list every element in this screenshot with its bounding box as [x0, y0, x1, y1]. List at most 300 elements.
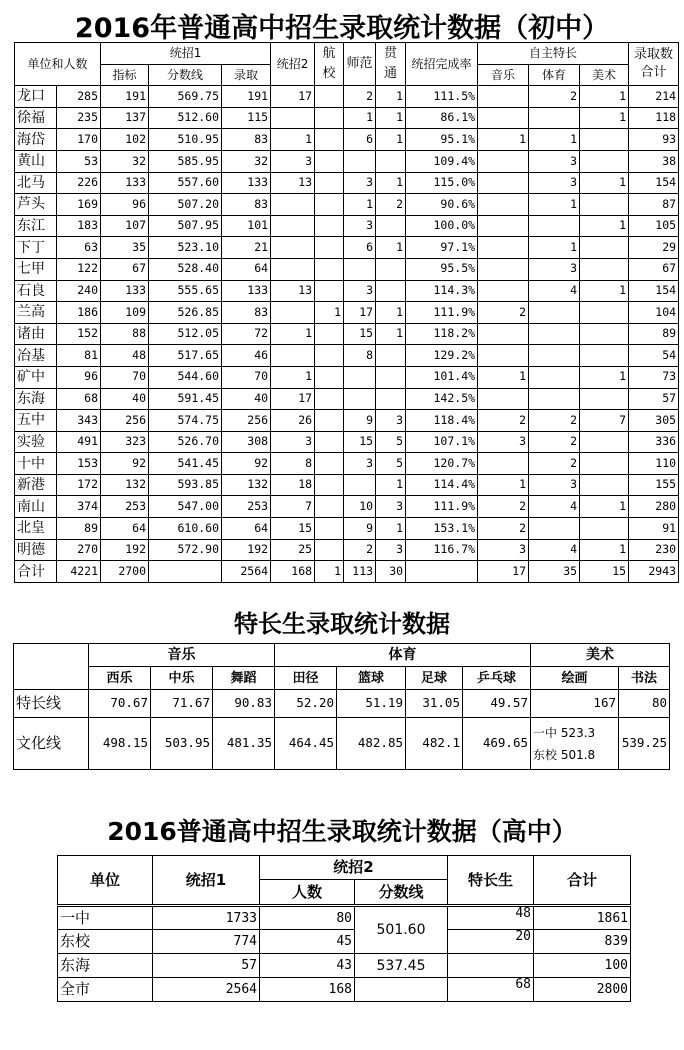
count-cell: 168: [260, 978, 355, 1002]
value-cell: 507.95: [149, 215, 222, 237]
value-cell: 64: [101, 518, 149, 540]
count-header: 人数: [260, 880, 355, 906]
value-cell: 610.60: [149, 518, 222, 540]
value-cell: 3: [344, 172, 376, 194]
value-cell: 526.70: [149, 431, 222, 453]
shifan-header: 师范: [344, 43, 376, 86]
value-cell: 3: [478, 539, 529, 561]
value-cell: 67: [629, 258, 679, 280]
value-cell: 3: [529, 258, 580, 280]
value-cell: 104: [629, 302, 679, 324]
value-cell: 3: [376, 496, 406, 518]
value-cell: 1: [580, 107, 629, 129]
unit-name-cell: 黄山: [15, 150, 57, 172]
value-cell: [580, 258, 629, 280]
value-cell: 186: [57, 302, 101, 324]
value-cell: 1: [529, 129, 580, 151]
value-cell: [478, 453, 529, 475]
value-cell: [580, 129, 629, 151]
value-cell: 70: [222, 366, 271, 388]
value-cell: [580, 237, 629, 259]
value-cell: 1: [580, 280, 629, 302]
special-cell: 68: [448, 978, 534, 1002]
value-cell: [315, 129, 344, 151]
value-cell: [529, 366, 580, 388]
value-cell: 1: [376, 237, 406, 259]
unit-name-cell: 兰高: [15, 302, 57, 324]
value-cell: 481.35: [213, 718, 275, 770]
table-row: [15, 431, 679, 453]
value-cell: 308: [222, 431, 271, 453]
value-cell: [271, 302, 315, 324]
value-cell: [529, 388, 580, 410]
value-cell: 1: [376, 86, 406, 108]
value-cell: 71.67: [151, 690, 213, 718]
value-cell: 49.57: [463, 690, 531, 718]
value-cell: 1: [580, 215, 629, 237]
value-cell: 133: [101, 280, 149, 302]
value-cell: [315, 215, 344, 237]
value-cell: 89: [629, 323, 679, 345]
value-cell: 253: [222, 496, 271, 518]
value-cell: [529, 107, 580, 129]
value-cell: 1: [271, 366, 315, 388]
value-cell: 3: [344, 453, 376, 475]
value-cell: [376, 280, 406, 302]
value-cell: 90.6%: [406, 194, 478, 216]
value-cell: 25: [271, 539, 315, 561]
value-cell: [376, 388, 406, 410]
value-cell: 109: [101, 302, 149, 324]
value-cell: 526.85: [149, 302, 222, 324]
value-cell: 230: [629, 539, 679, 561]
value-cell: 510.95: [149, 129, 222, 151]
value-cell: 133: [222, 280, 271, 302]
value-cell: 235: [57, 107, 101, 129]
value-cell: [315, 518, 344, 540]
value-cell: 80: [619, 690, 670, 718]
value-cell: 95.1%: [406, 129, 478, 151]
value-cell: 91: [629, 518, 679, 540]
value-cell: 1: [315, 561, 344, 583]
value-cell: 3: [344, 215, 376, 237]
value-cell: [529, 518, 580, 540]
count-cell: 43: [260, 954, 355, 978]
value-cell: 17: [271, 388, 315, 410]
total-cell: 839: [534, 930, 631, 954]
value-cell: [315, 539, 344, 561]
tongzhao2-header: 统招2: [271, 43, 315, 86]
value-cell: 305: [629, 410, 679, 432]
value-cell: 168: [271, 561, 315, 583]
value-cell: 111.5%: [406, 86, 478, 108]
value-cell: 92: [222, 453, 271, 475]
unit-name-cell: 实验: [15, 431, 57, 453]
row-label-special-line: 特长线: [14, 690, 89, 718]
count-cell: 80: [260, 906, 355, 930]
value-cell: [478, 323, 529, 345]
value-cell: 2: [529, 453, 580, 475]
value-cell: 4221: [57, 561, 101, 583]
total-header: 录取数合计: [629, 43, 679, 86]
row-name: 全市: [58, 978, 153, 1002]
value-cell: 40: [222, 388, 271, 410]
value-cell: 2: [529, 86, 580, 108]
value-cell: 569.75: [149, 86, 222, 108]
value-cell: [315, 150, 344, 172]
value-cell: [580, 474, 629, 496]
value-cell: 101: [222, 215, 271, 237]
value-cell: [315, 388, 344, 410]
value-cell: 21: [222, 237, 271, 259]
value-cell: [315, 410, 344, 432]
value-cell: 142.5%: [406, 388, 478, 410]
value-cell: 2: [478, 518, 529, 540]
unit-name-cell: 矿中: [15, 366, 57, 388]
value-cell: [529, 302, 580, 324]
value-cell: 503.95: [151, 718, 213, 770]
value-cell: [271, 215, 315, 237]
table-row: [15, 388, 679, 410]
row-label-culture-line: 文化线: [14, 718, 89, 770]
value-cell: [315, 366, 344, 388]
value-cell: 1: [478, 129, 529, 151]
value-cell: 35: [101, 237, 149, 259]
value-cell: 57: [629, 388, 679, 410]
value-cell: 1: [271, 129, 315, 151]
table-row: [15, 150, 679, 172]
value-cell: 591.45: [149, 388, 222, 410]
value-cell: [271, 258, 315, 280]
value-cell: 3: [271, 150, 315, 172]
value-cell: 110: [629, 453, 679, 475]
unit-name-cell: 石良: [15, 280, 57, 302]
value-cell: 593.85: [149, 474, 222, 496]
value-cell: 336: [629, 431, 679, 453]
special-admission-table: [13, 643, 670, 770]
value-cell: [149, 561, 222, 583]
value-cell: 343: [57, 410, 101, 432]
value-cell: 155: [629, 474, 679, 496]
count-cell: 45: [260, 930, 355, 954]
value-cell: 4: [529, 539, 580, 561]
unit-name-cell: 明德: [15, 539, 57, 561]
value-cell: 107.1%: [406, 431, 478, 453]
value-cell: 53: [57, 150, 101, 172]
sub-header: 绘画: [531, 667, 619, 690]
value-cell: 1: [376, 129, 406, 151]
value-cell: [315, 345, 344, 367]
value-cell: 72: [222, 323, 271, 345]
value-cell: 83: [222, 302, 271, 324]
value-cell: 81: [57, 345, 101, 367]
value-cell: 226: [57, 172, 101, 194]
value-cell: 109.4%: [406, 150, 478, 172]
unit-name-cell: 诸由: [15, 323, 57, 345]
tz1-cell: 2564: [153, 978, 260, 1002]
value-cell: 1: [376, 323, 406, 345]
value-cell: 539.25: [619, 718, 670, 770]
value-cell: 256: [101, 410, 149, 432]
tongzhao1-header: 统招1: [101, 43, 271, 65]
value-cell: 4: [529, 280, 580, 302]
value-cell: 70.67: [89, 690, 151, 718]
row-name: 东海: [58, 954, 153, 978]
table-row: [15, 453, 679, 475]
value-cell: 574.75: [149, 410, 222, 432]
table-row: [15, 194, 679, 216]
value-cell: 2943: [629, 561, 679, 583]
value-cell: 17: [344, 302, 376, 324]
unit-name-cell: 五中: [15, 410, 57, 432]
value-cell: 105: [629, 215, 679, 237]
value-cell: [580, 431, 629, 453]
value-cell: 114.3%: [406, 280, 478, 302]
music-header: 音乐: [478, 64, 529, 86]
value-cell: 192: [101, 539, 149, 561]
value-cell: 118: [629, 107, 679, 129]
value-cell: 90.83: [213, 690, 275, 718]
value-cell: 73: [629, 366, 679, 388]
table-row: [15, 237, 679, 259]
value-cell: 270: [57, 539, 101, 561]
value-cell: 15: [580, 561, 629, 583]
value-cell: 2564: [222, 561, 271, 583]
value-cell: 132: [101, 474, 149, 496]
value-cell: 253: [101, 496, 149, 518]
value-cell: [315, 237, 344, 259]
value-cell: [271, 345, 315, 367]
unit-name-cell: 东江: [15, 215, 57, 237]
unit-name-cell: 北皇: [15, 518, 57, 540]
value-cell: 68: [57, 388, 101, 410]
row-name: 一中: [58, 906, 153, 930]
value-cell: [580, 345, 629, 367]
value-cell: 464.45: [275, 718, 337, 770]
value-cell: 35: [529, 561, 580, 583]
junior-table-body: [15, 86, 679, 583]
value-cell: 154: [629, 172, 679, 194]
value-cell: 152: [57, 323, 101, 345]
value-cell: 1: [315, 302, 344, 324]
table-row: [15, 496, 679, 518]
special-cell: [448, 954, 534, 978]
unit-name-cell: 芦头: [15, 194, 57, 216]
value-cell: 374: [57, 496, 101, 518]
value-cell: 170: [57, 129, 101, 151]
table-row: [15, 302, 679, 324]
value-cell: 89: [57, 518, 101, 540]
table-row: [15, 172, 679, 194]
table-row: [15, 107, 679, 129]
value-cell: 3: [376, 539, 406, 561]
value-cell: 54: [629, 345, 679, 367]
unit-header: 单位和人数: [15, 43, 101, 86]
value-cell: 557.60: [149, 172, 222, 194]
value-cell: [478, 172, 529, 194]
value-cell: 1: [344, 194, 376, 216]
unit-name-cell: 龙口: [15, 86, 57, 108]
value-cell: [478, 237, 529, 259]
table-row: [15, 539, 679, 561]
value-cell: [315, 323, 344, 345]
group-music: 音乐: [89, 644, 275, 667]
table-row: [15, 345, 679, 367]
fenshuxian-header: 分数线: [149, 64, 222, 86]
value-cell: 137: [101, 107, 149, 129]
value-cell: 64: [222, 518, 271, 540]
value-cell: 102: [101, 129, 149, 151]
value-cell: [529, 323, 580, 345]
value-cell: 83: [222, 194, 271, 216]
value-cell: 92: [101, 453, 149, 475]
value-cell: 153: [57, 453, 101, 475]
merged-line-cell: 501.60: [355, 906, 448, 954]
value-cell: 154: [629, 280, 679, 302]
value-cell: 64: [222, 258, 271, 280]
value-cell: 122: [57, 258, 101, 280]
value-cell: 113: [344, 561, 376, 583]
value-cell: [406, 561, 478, 583]
total-cell: 100: [534, 954, 631, 978]
zizhu-header: 自主特长: [478, 43, 629, 65]
value-cell: 541.45: [149, 453, 222, 475]
value-cell: 30: [376, 561, 406, 583]
value-cell: [376, 345, 406, 367]
value-cell: 544.60: [149, 366, 222, 388]
value-cell: [478, 86, 529, 108]
art-header: 美术: [580, 64, 629, 86]
value-cell: 280: [629, 496, 679, 518]
value-cell: 498.15: [89, 718, 151, 770]
value-cell: [478, 215, 529, 237]
value-cell: [315, 280, 344, 302]
value-cell: [344, 366, 376, 388]
table-row: [15, 474, 679, 496]
value-cell: 107: [101, 215, 149, 237]
value-cell: 13: [271, 172, 315, 194]
value-cell: [271, 237, 315, 259]
unit-name-cell: 下丁: [15, 237, 57, 259]
value-cell: 9: [344, 410, 376, 432]
line-header: 分数线: [355, 880, 448, 906]
value-cell: [315, 496, 344, 518]
value-cell: 585.95: [149, 150, 222, 172]
value-cell: [529, 215, 580, 237]
value-cell: 214: [629, 86, 679, 108]
value-cell: 15: [344, 431, 376, 453]
value-cell: 15: [271, 518, 315, 540]
unit-header: 单位: [58, 856, 153, 906]
value-cell: 1: [376, 518, 406, 540]
value-cell: 15: [344, 323, 376, 345]
tz1-header: 统招1: [153, 856, 260, 906]
value-cell: 8: [271, 453, 315, 475]
unit-name-cell: 七甲: [15, 258, 57, 280]
value-cell: 512.05: [149, 323, 222, 345]
value-cell: 2: [529, 410, 580, 432]
value-cell: 1: [580, 86, 629, 108]
value-cell: 26: [271, 410, 315, 432]
unit-name-cell: 北马: [15, 172, 57, 194]
value-cell: [315, 453, 344, 475]
zhibiao-header: 指标: [101, 64, 149, 86]
tz1-cell: 57: [153, 954, 260, 978]
row-name: 东校: [58, 930, 153, 954]
value-cell: 285: [57, 86, 101, 108]
value-cell: [478, 107, 529, 129]
completion-rate-header: 统招完成率: [406, 43, 478, 86]
value-cell: 167: [531, 690, 619, 718]
value-cell: 133: [222, 172, 271, 194]
unit-name-cell: 东海: [15, 388, 57, 410]
value-cell: 40: [101, 388, 149, 410]
value-cell: 1: [580, 539, 629, 561]
value-cell: 523.10: [149, 237, 222, 259]
value-cell: 1: [529, 194, 580, 216]
sub-header: 足球: [406, 667, 463, 690]
special-cell: 20: [448, 930, 534, 954]
value-cell: [315, 172, 344, 194]
value-cell: 1: [478, 366, 529, 388]
value-cell: [478, 150, 529, 172]
table-row: [15, 86, 679, 108]
value-cell: 31.05: [406, 690, 463, 718]
value-cell: 118.4%: [406, 410, 478, 432]
value-cell: [478, 280, 529, 302]
group-art: 美术: [531, 644, 670, 667]
value-cell: 1: [376, 474, 406, 496]
unit-name-cell: 新港: [15, 474, 57, 496]
value-cell: 1: [580, 172, 629, 194]
value-cell: 191: [222, 86, 271, 108]
sub-header: 篮球: [337, 667, 406, 690]
value-cell: [580, 302, 629, 324]
value-cell: [376, 366, 406, 388]
value-cell: 572.90: [149, 539, 222, 561]
value-cell: [344, 474, 376, 496]
value-cell: 93: [629, 129, 679, 151]
total-cell: 2800: [534, 978, 631, 1002]
total-header: 合计: [534, 856, 631, 906]
value-cell: 96: [57, 366, 101, 388]
value-cell: [580, 453, 629, 475]
value-cell: 32: [101, 150, 149, 172]
unit-name-cell: 徐福: [15, 107, 57, 129]
value-cell: 555.65: [149, 280, 222, 302]
senior-admission-table: [57, 855, 631, 1002]
value-cell: 2: [478, 496, 529, 518]
value-cell: 115: [222, 107, 271, 129]
page-title-senior: 2016普通高中招生录取统计数据（高中）: [107, 817, 577, 846]
hangxiao-header: 航校: [315, 43, 344, 86]
table-row: [15, 366, 679, 388]
value-cell: 111.9%: [406, 496, 478, 518]
value-cell: 51.19: [337, 690, 406, 718]
value-cell: 169: [57, 194, 101, 216]
value-cell: 2: [478, 302, 529, 324]
special-header: 特长生: [448, 856, 534, 906]
value-cell: 192: [222, 539, 271, 561]
value-cell: 9: [344, 518, 376, 540]
value-cell: 3: [344, 280, 376, 302]
value-cell: 482.1: [406, 718, 463, 770]
sub-header: 西乐: [89, 667, 151, 690]
value-cell: 3: [529, 474, 580, 496]
value-cell: 29: [629, 237, 679, 259]
tz2-header: 统招2: [260, 856, 448, 880]
value-cell: 118.2%: [406, 323, 478, 345]
